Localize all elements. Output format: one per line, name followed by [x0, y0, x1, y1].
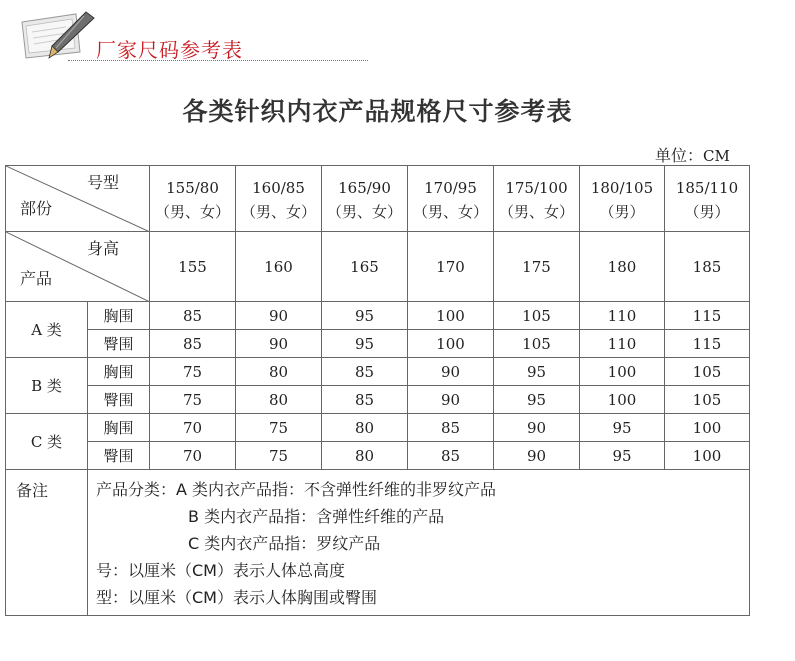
value-cell: 90 — [236, 302, 322, 330]
value-cell: 80 — [236, 358, 322, 386]
value-cell: 80 — [322, 442, 408, 470]
value-cell: 95 — [580, 442, 665, 470]
header-row-sizes — [6, 166, 750, 232]
value-cell: 85 — [322, 386, 408, 414]
table-row — [6, 330, 750, 358]
table-row — [6, 358, 750, 386]
height-cell: 165 — [322, 232, 408, 302]
height-cell: 185 — [665, 232, 750, 302]
value-cell: 75 — [236, 442, 322, 470]
corner-label-size: 号型 — [86, 173, 119, 192]
height-cell: 175 — [494, 232, 580, 302]
value-cell: 90 — [494, 442, 580, 470]
header-row-heights — [6, 232, 750, 302]
page-title: 各类针织内衣产品规格尺寸参考表 — [182, 97, 573, 126]
value-cell: 110 — [580, 330, 665, 358]
value-cell: 95 — [494, 386, 580, 414]
value-cell: 100 — [665, 414, 750, 442]
corner-label-product: 产品 — [20, 269, 53, 288]
height-cell: 155 — [150, 232, 236, 302]
height-cell: 160 — [236, 232, 322, 302]
value-cell: 90 — [494, 414, 580, 442]
category-letter: A — [31, 321, 43, 339]
size-code: 185/110 — [675, 179, 739, 197]
size-code: 165/90 — [338, 179, 391, 197]
size-header-cell — [236, 166, 322, 232]
size-header-cell — [322, 166, 408, 232]
category-letter: C — [30, 433, 43, 451]
value-cell: 70 — [150, 442, 236, 470]
size-gender: （男、女） — [240, 203, 316, 221]
value-cell: 95 — [322, 330, 408, 358]
value-cell: 90 — [408, 358, 494, 386]
value-cell: 105 — [494, 302, 580, 330]
note-line: C 类内衣产品指：罗纹产品 — [188, 534, 381, 553]
value-cell: 100 — [665, 442, 750, 470]
value-cell: 85 — [150, 330, 236, 358]
value-cell: 70 — [150, 414, 236, 442]
value-cell: 115 — [665, 330, 750, 358]
height-cell: 180 — [580, 232, 665, 302]
size-header-cell — [408, 166, 494, 232]
size-code: 170/95 — [424, 179, 477, 197]
notes-row — [6, 470, 750, 616]
notes-cell — [88, 470, 750, 616]
value-cell: 90 — [236, 330, 322, 358]
table-row — [6, 386, 750, 414]
measure-label: 胸围 — [88, 302, 150, 330]
note-line: 型：以厘米（CM）表示人体胸围或臀围 — [96, 588, 377, 607]
measure-label: 臀围 — [88, 330, 150, 358]
value-cell: 75 — [150, 386, 236, 414]
category-cell — [6, 358, 88, 414]
size-code: 175/100 — [505, 179, 568, 197]
value-cell: 105 — [665, 358, 750, 386]
value-cell: 115 — [665, 302, 750, 330]
size-code: 160/85 — [252, 179, 305, 197]
value-cell: 85 — [150, 302, 236, 330]
value-cell: 85 — [408, 414, 494, 442]
corner-label-part: 部份 — [20, 199, 53, 218]
category-suffix: 类 — [42, 377, 62, 395]
size-gender: （男、女） — [326, 203, 402, 221]
measure-label: 胸围 — [88, 358, 150, 386]
size-gender: （男、女） — [412, 203, 488, 221]
note-line: 产品分类：A 类内衣产品指：不含弹性纤维的非罗纹产品 — [96, 480, 497, 499]
category-suffix: 类 — [42, 321, 62, 339]
size-header-cell — [494, 166, 580, 232]
unit-prefix: 单位： — [655, 146, 704, 165]
value-cell: 110 — [580, 302, 665, 330]
size-header-cell — [580, 166, 665, 232]
measure-label: 胸围 — [88, 414, 150, 442]
value-cell: 85 — [322, 358, 408, 386]
value-cell: 75 — [150, 358, 236, 386]
value-cell: 95 — [580, 414, 665, 442]
value-cell: 105 — [494, 330, 580, 358]
table-row — [6, 442, 750, 470]
header-divider — [68, 60, 368, 61]
value-cell: 100 — [580, 386, 665, 414]
category-cell — [6, 302, 88, 358]
size-code: 155/80 — [166, 179, 219, 197]
value-cell: 85 — [408, 442, 494, 470]
corner-cell-height — [6, 232, 150, 302]
size-header-cell — [665, 166, 750, 232]
category-cell — [6, 414, 88, 470]
value-cell: 95 — [494, 358, 580, 386]
category-letter: B — [31, 377, 43, 395]
corner-cell-size — [6, 166, 150, 232]
size-header-cell — [150, 166, 236, 232]
unit-label — [655, 143, 730, 166]
value-cell: 105 — [665, 386, 750, 414]
note-line: 号：以厘米（CM）表示人体总高度 — [96, 561, 345, 580]
measure-label: 臀围 — [88, 442, 150, 470]
pen-on-paper-icon — [18, 8, 98, 66]
notes-label: 备注 — [6, 470, 88, 616]
value-cell: 80 — [322, 414, 408, 442]
value-cell: 100 — [408, 330, 494, 358]
section-header — [0, 0, 400, 70]
value-cell: 75 — [236, 414, 322, 442]
size-gender: （男） — [599, 203, 645, 221]
value-cell: 95 — [322, 302, 408, 330]
measure-label: 臀围 — [88, 386, 150, 414]
size-gender: （男、女） — [154, 203, 230, 221]
value-cell: 90 — [408, 386, 494, 414]
size-gender: （男、女） — [498, 203, 574, 221]
table-row — [6, 302, 750, 330]
header-title: 厂家尺码参考表 — [96, 38, 243, 62]
value-cell: 80 — [236, 386, 322, 414]
table-row — [6, 414, 750, 442]
size-gender: （男） — [684, 203, 730, 221]
value-cell: 100 — [580, 358, 665, 386]
size-table — [5, 165, 750, 616]
note-line: B 类内衣产品指：含弹性纤维的产品 — [188, 507, 445, 526]
value-cell: 100 — [408, 302, 494, 330]
corner-label-height: 身高 — [86, 239, 119, 258]
height-cell: 170 — [408, 232, 494, 302]
unit-value: CM — [703, 147, 730, 165]
category-suffix: 类 — [42, 433, 63, 451]
size-code: 180/105 — [590, 179, 654, 197]
